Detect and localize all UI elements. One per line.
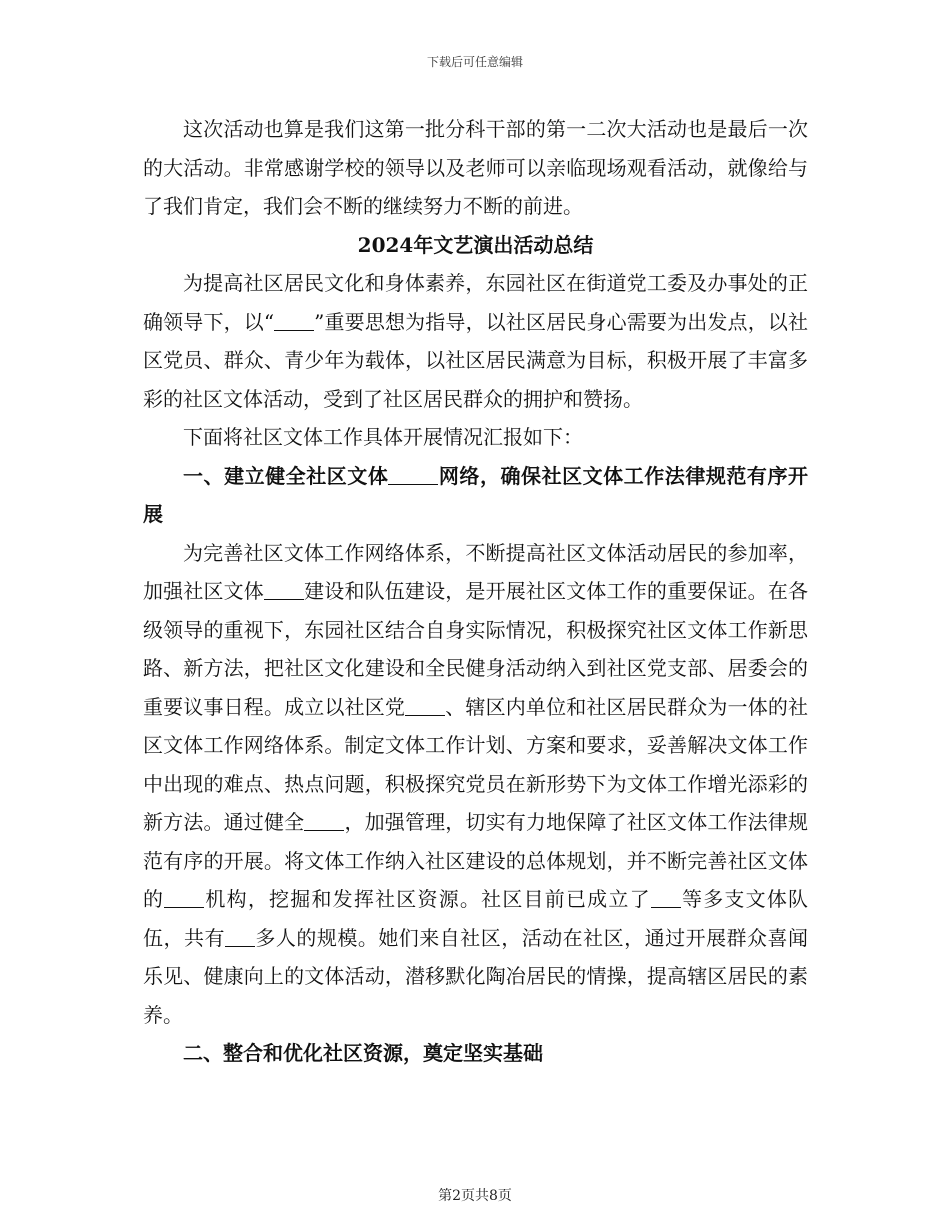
text-run: 网络，确保社区文体工作法律规范有序开展	[143, 463, 809, 526]
text-run: 为提高社区居民文化和身体素养，东园社区在街道党工委及办事处的正确领导下，以“	[143, 271, 808, 334]
blank-underline	[225, 925, 255, 947]
blank-underline	[264, 578, 304, 600]
blank-underline	[651, 886, 681, 908]
blank-underline	[405, 694, 445, 716]
paragraph-report-lead: 下面将社区文体工作具体开展情况汇报如下：	[183, 425, 583, 449]
paragraph-intro	[143, 264, 808, 418]
text-run: 为完善社区文体工作网络体系，不断提高社区文体活动居民的参加率，加强社区文体	[143, 540, 808, 603]
section-heading-1	[143, 457, 808, 534]
page-footer: 第2页共8页	[438, 1188, 512, 1204]
paragraph-section-1-body	[143, 534, 808, 1035]
text-run: ，加强管理，切实有力地保障了社区文体工作法律规范有序的开展。将文体工作纳入社区建设的总体规划，并不断完善社区文体的	[143, 810, 809, 911]
document-body	[143, 110, 808, 1073]
text-run: 机构，挖掘和发挥社区资源。社区目前已成立了	[204, 887, 651, 911]
text-run: 、辖区内单位和社区居民群众为一体的社区文体工作网络体系。制定文体工作计划、方案和要求，妥善解决文体工作中出现的难点、热点问题，积极探究党员在新形势下为文体工作增光添彩的新方法。通过健全	[143, 694, 809, 834]
text-run: 一、建立健全社区文体	[183, 463, 389, 488]
document-title: 2024年文艺演出活动总结	[357, 232, 594, 257]
text-run: 多人的规模。她们来自社区，活动在社区，通过开展群众喜闻乐见、健康向上的文体活动，潜移默化陶冶居民的情操，提高辖区居民的素养。	[143, 925, 809, 1027]
blank-underline	[164, 886, 204, 908]
section-heading-2: 二、整合和优化社区资源，奠定坚实基础	[183, 1041, 543, 1065]
text-run: 建设和队伍建设，是开展社区文体工作的重要保证。在各级领导的重视下，东园社区结合自身实际情况，积极探究社区文体工作新思路、新方法，把社区文化建设和全民健身活动纳入到社区党支部、居委会的重要议事日程。成立以社区党	[143, 579, 809, 719]
blank-underline	[274, 309, 314, 331]
blank-underline	[388, 463, 438, 485]
paragraph-closing-remarks: 这次活动也算是我们这第一批分科干部的第一二次大活动也是最后一次的大活动。非常感谢学校的领导以及老师可以亲临现场观看活动，就像给与了我们肯定，我们会不断的继续努力不断的前进。	[143, 117, 808, 218]
text-run: ”重要思想为指导，以社区居民身心需要为出发点，以社区党员、群众、青少年为载体，以社区居民满意为目标，积极开展了丰富多彩的社区文体活动，受到了社区居民群众的拥护和赞扬。	[143, 309, 808, 411]
blank-underline	[304, 809, 344, 831]
page-header: 下载后可任意编辑	[426, 55, 523, 69]
text-run: 等多支文体队伍，共有	[143, 887, 809, 950]
